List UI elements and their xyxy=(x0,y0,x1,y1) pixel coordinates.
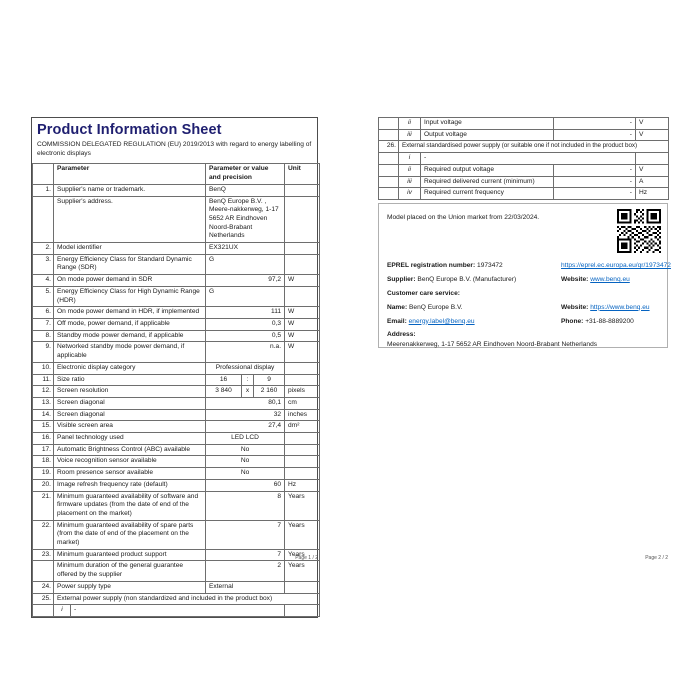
row-parameter: Model identifier xyxy=(54,243,206,255)
row-value: External xyxy=(206,581,285,593)
header-value: Parameter or value and precision xyxy=(206,164,285,184)
page1-footer: Page 1 / 2 xyxy=(295,555,318,561)
row-parameter: On mode power demand in SDR xyxy=(54,275,206,287)
table-row: ii Input voltage - V xyxy=(379,118,669,130)
customer-care-name: BenQ Europe B.V. xyxy=(409,303,463,311)
eprel-registration-link[interactable]: https://eprel.ec.europa.eu/qr/1973472 xyxy=(561,262,671,269)
table-row: iv Required current frequency - Hz xyxy=(379,188,669,200)
row-value: 2 xyxy=(206,561,285,581)
ratio-separator: : xyxy=(242,374,254,386)
table-row: 24. Power supply type External xyxy=(33,581,320,593)
table-row: 9. Networked standby mode power demand, if applicable n.a. W xyxy=(33,342,320,362)
row-parameter: Visible screen area xyxy=(54,421,206,433)
row-parameter: Output voltage xyxy=(421,129,554,141)
table-row: 16. Panel technology used LED LCD xyxy=(33,433,320,445)
ratio-height: 9 xyxy=(254,374,285,386)
eprel-label: EPREL registration number: xyxy=(387,262,476,269)
row-value: 97,2 xyxy=(206,275,285,287)
row-parameter: Automatic Brightness Control (ABC) available xyxy=(54,444,206,456)
roman-index: ii xyxy=(399,164,421,176)
table-row: 19. Room presence sensor available No xyxy=(33,468,320,480)
row-value: G xyxy=(206,254,285,274)
table-row: 3. Energy Efficiency Class for Standard Dynamic Range (SDR) G xyxy=(33,254,320,274)
table-row-span: 25. External power supply (non standardized and included in the product box) xyxy=(33,593,320,605)
row-value: 0,5 xyxy=(206,330,285,342)
row-value: - xyxy=(421,153,636,165)
customer-care-website-link[interactable]: https://www.benq.eu xyxy=(590,303,650,311)
address-label: Address: xyxy=(387,331,416,339)
header-unit: Unit xyxy=(285,164,320,184)
row-parameter: Minimum duration of the general guarantee offered by the supplier xyxy=(54,561,206,581)
table-row: 5. Energy Efficiency Class for High Dynamic Range (HDR) G xyxy=(33,286,320,306)
row-value: G xyxy=(206,286,285,306)
table-row: 23. Minimum guaranteed product support 7 Years xyxy=(33,549,320,561)
table-row: 6. On mode power demand in HDR, if implemented 111 W xyxy=(33,307,320,319)
qr-code-icon xyxy=(617,209,661,253)
supplier-website-link[interactable]: www.benq.eu xyxy=(590,275,630,283)
phone-number: +31-88-8889200 xyxy=(585,317,634,325)
row-value: n.a. xyxy=(206,342,285,362)
row-parameter: Required current frequency xyxy=(421,188,554,200)
row-value: 111 xyxy=(206,307,285,319)
row-parameter: Electronic display category xyxy=(54,362,206,374)
row-parameter: Power supply type xyxy=(54,581,206,593)
row-parameter: On mode power demand in HDR, if implemented xyxy=(54,307,206,319)
eprel-number: 1973472 xyxy=(477,262,503,269)
row-value: Professional display xyxy=(206,362,285,374)
row-value: BenQ xyxy=(206,184,285,196)
phone-label: Phone: xyxy=(561,317,584,325)
row-parameter: Supplier's address. xyxy=(54,196,206,243)
table-row: 20. Image refresh frequency rate (default) 60 Hz xyxy=(33,479,320,491)
row-parameter: Off mode, power demand, if applicable xyxy=(54,318,206,330)
row-value: BenQ Europe B.V. , Meere-nakkerweg, 1-17 5652 AR Eindhoven Noord-Brabant Netherlands xyxy=(206,196,285,243)
row-parameter: Networked standby mode power demand, if applicable xyxy=(54,342,206,362)
resolution-width: 3 840 xyxy=(206,386,242,398)
row-parameter: Energy Efficiency Class for High Dynamic Range (HDR) xyxy=(54,286,206,306)
table-row-size-ratio: 11. Size ratio 16 : 9 xyxy=(33,374,320,386)
row-parameter: Minimum guaranteed availability of spare parts (from the date of end of the placement on the market) xyxy=(54,520,206,549)
roman-index: ii xyxy=(399,118,421,130)
table-row: iii Required delivered current (minimum) - A xyxy=(379,176,669,188)
table-row xyxy=(33,196,320,243)
row-value: - xyxy=(554,188,636,200)
website-label: Website: xyxy=(561,275,589,283)
customer-care-heading: Customer care service: xyxy=(387,289,460,297)
row-parameter: Minimum guaranteed availability of software and firmware updates (from the date of end of the placement on the market) xyxy=(54,491,206,520)
table-row: 14. Screen diagonal 32 inches xyxy=(33,409,320,421)
row-parameter: Screen diagonal xyxy=(54,397,206,409)
product-parameters-table xyxy=(32,163,320,617)
table-row: 8. Standby mode power demand, if applicable 0,5 W xyxy=(33,330,320,342)
ratio-width: 16 xyxy=(206,374,242,386)
row-value: No xyxy=(206,444,285,456)
row-parameter: Standby mode power demand, if applicable xyxy=(54,330,206,342)
row-value: 60 xyxy=(206,479,285,491)
website-label: Website: xyxy=(561,303,589,311)
row-parameter: Required output voltage xyxy=(421,164,554,176)
header-parameter: Parameter xyxy=(54,164,206,184)
table-row: 17. Automatic Brightness Control (ABC) available No xyxy=(33,444,320,456)
email-label: Email: xyxy=(387,317,407,325)
row-parameter: Panel technology used xyxy=(54,433,206,445)
table-row: 21. Minimum guaranteed availability of software and firmware updates (from the date of end of the placement on the market) 8 Years xyxy=(33,491,320,520)
row-parameter: Room presence sensor available xyxy=(54,468,206,480)
row-span-text: External power supply (non standardized and included in the product box) xyxy=(54,593,320,605)
row-value: - xyxy=(554,176,636,188)
table-row: 7. Off mode, power demand, if applicable 0,3 W xyxy=(33,318,320,330)
row-parameter: Screen diagonal xyxy=(54,409,206,421)
supplier-name: BenQ Europe B.V. (Manufacturer) xyxy=(417,275,517,283)
row-value: No xyxy=(206,456,285,468)
row-value: - xyxy=(554,164,636,176)
roman-index: i xyxy=(54,605,71,617)
table-row: 4. On mode power demand in SDR 97,2 W xyxy=(33,275,320,287)
row-value: 27,4 xyxy=(206,421,285,433)
resolution-separator: x xyxy=(242,386,254,398)
row-value: - xyxy=(554,118,636,130)
power-supply-table xyxy=(378,117,668,200)
row-parameter: Required delivered current (minimum) xyxy=(421,176,554,188)
customer-care-email-link[interactable]: energy.label@benq.eu xyxy=(408,317,475,325)
table-row: 1. Supplier's name or trademark. BenQ xyxy=(33,184,320,196)
table-row-sub xyxy=(379,153,669,165)
table-row-resolution: 12. Screen resolution 3 840 x 2 160 pixels xyxy=(33,386,320,398)
row-parameter: Image refresh frequency rate (default) xyxy=(54,479,206,491)
roman-index: iv xyxy=(399,188,421,200)
table-row: 18. Voice recognition sensor available No xyxy=(33,456,320,468)
table-row: iii Output voltage - V xyxy=(379,129,669,141)
table-row: 15. Visible screen area 27,4 dm² xyxy=(33,421,320,433)
row-value: 80,1 xyxy=(206,397,285,409)
resolution-height: 2 160 xyxy=(254,386,285,398)
row-span-text: External standardised power supply (or suitable one if not included in the product box) xyxy=(399,141,669,153)
table-row: 10. Electronic display category Professional display xyxy=(33,362,320,374)
row-value: LED LCD xyxy=(206,433,285,445)
row-parameter: Minimum guaranteed product support xyxy=(54,549,206,561)
table-header-row xyxy=(33,164,320,184)
row-parameter: Energy Efficiency Class for Standard Dynamic Range (SDR) xyxy=(54,254,206,274)
address-value: Meerenakkerweg, 1-17 5652 AR Eindhoven Noord-Brabant Netherlands xyxy=(387,341,598,349)
page-title: Product Information Sheet xyxy=(37,122,222,138)
row-value: - xyxy=(71,605,285,617)
table-row-span: 26. External standardised power supply (or suitable one if not included in the product box) xyxy=(379,141,669,153)
row-parameter: Size ratio xyxy=(54,374,206,386)
table-row: 13. Screen diagonal 80,1 cm xyxy=(33,397,320,409)
row-parameter: Input voltage xyxy=(421,118,554,130)
row-value: 8 xyxy=(206,491,285,520)
supplier-label: Supplier: xyxy=(387,275,416,283)
table-row: Minimum duration of the general guarantee offered by the supplier 2 Years xyxy=(33,561,320,581)
table-row: 22. Minimum guaranteed availability of spare parts (from the date of end of the placement on the market) 7 Years xyxy=(33,520,320,549)
table-row-sub xyxy=(33,605,320,617)
table-row: 2. Model identifier EX321UX xyxy=(33,243,320,255)
row-value: 7 xyxy=(206,520,285,549)
row-value: 0,3 xyxy=(206,318,285,330)
name-label: Name: xyxy=(387,303,408,311)
regulation-subtitle: COMMISSION DELEGATED REGULATION (EU) 2019/2013 with regard to energy labelling of electronic displays xyxy=(37,141,312,158)
page2-footer: Page 2 / 2 xyxy=(645,555,668,561)
roman-index: iii xyxy=(399,129,421,141)
product-information-sheet-page-1 xyxy=(31,117,318,618)
row-parameter: Screen resolution xyxy=(54,386,206,398)
row-value: 32 xyxy=(206,409,285,421)
roman-index: i xyxy=(399,153,421,165)
table-row: ii Required output voltage - V xyxy=(379,164,669,176)
row-value: - xyxy=(554,129,636,141)
row-value: No xyxy=(206,468,285,480)
row-parameter: Supplier's name or trademark. xyxy=(54,184,206,196)
market-placement-note: Model placed on the Union market from 22/03/2024. xyxy=(387,214,540,221)
row-value: 7 xyxy=(206,549,285,561)
row-parameter: Voice recognition sensor available xyxy=(54,456,206,468)
registration-info-box xyxy=(378,203,671,349)
row-value: EX321UX xyxy=(206,243,285,255)
roman-index: iii xyxy=(399,176,421,188)
